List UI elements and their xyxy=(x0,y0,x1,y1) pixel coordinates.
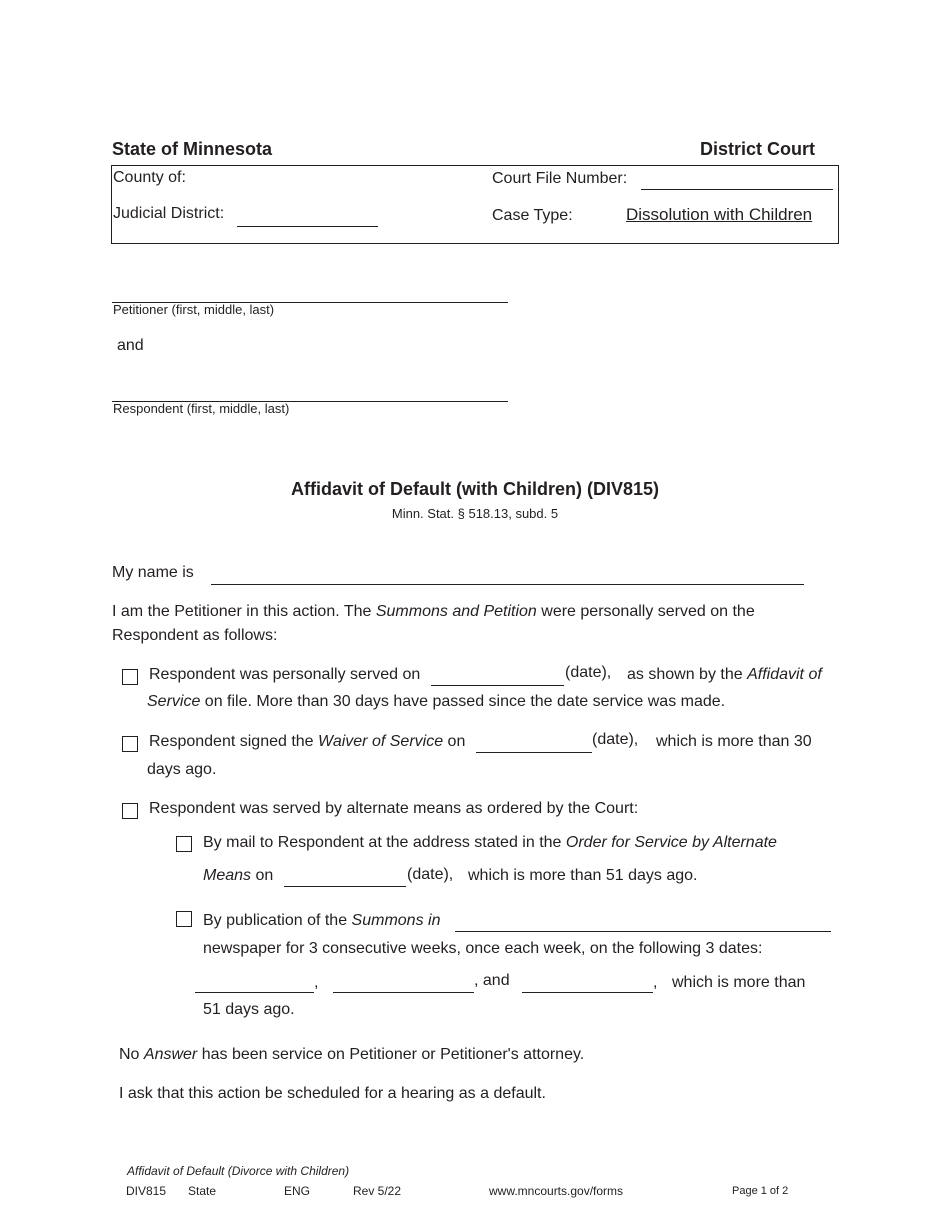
comma-separator: , xyxy=(653,974,658,991)
option-personal-service-text: Respondent was personally served on xyxy=(149,666,421,683)
date-label: (date), xyxy=(407,866,454,883)
date-label: (date), xyxy=(592,731,639,748)
respondent-label: Respondent (first, middle, last) xyxy=(113,401,290,416)
publication-date-2-field[interactable] xyxy=(333,972,474,993)
waiver-checkbox[interactable] xyxy=(122,736,138,752)
publication-date-1-field[interactable] xyxy=(195,972,314,993)
default-hearing-request: I ask that this action be scheduled for a hearing as a default. xyxy=(119,1085,546,1102)
footer-website: www.mncourts.gov/forms xyxy=(489,1184,624,1198)
footer-form-title: Affidavit of Default (Divorce with Children) xyxy=(127,1164,350,1178)
form-title: Affidavit of Default (with Children) (DIV815) xyxy=(290,479,659,499)
option-waiver-text-2: which is more than 30 xyxy=(656,733,812,750)
sub-publication-text-4: 51 days ago. xyxy=(203,1001,295,1018)
sub-mail-text-2: Means on xyxy=(203,867,274,884)
judicial-district-field[interactable] xyxy=(237,206,378,227)
court-file-number-label: Court File Number: xyxy=(492,170,628,187)
county-label: County of: xyxy=(113,169,186,186)
petitioner-name-field[interactable] xyxy=(112,282,508,303)
statute-reference: Minn. Stat. § 518.13, subd. 5 xyxy=(391,506,559,521)
state-heading: State of Minnesota xyxy=(112,139,273,159)
comma-separator: , xyxy=(314,974,319,991)
option-personal-service-text-2: as shown by the Affidavit of xyxy=(627,666,822,683)
intro-line-2: Respondent as follows: xyxy=(112,627,278,644)
affiant-name-field[interactable] xyxy=(211,564,804,585)
option-waiver-text-3: days ago. xyxy=(147,761,217,778)
publication-date-3-field[interactable] xyxy=(522,972,653,993)
footer-form-id: DIV815 xyxy=(126,1184,167,1198)
publication-checkbox[interactable] xyxy=(176,911,192,927)
and-separator: , and xyxy=(474,972,510,989)
sub-mail-text-3: which is more than 51 days ago. xyxy=(468,867,698,884)
case-type-label: Case Type: xyxy=(492,207,573,224)
newspaper-name-field[interactable] xyxy=(455,911,831,932)
alternate-service-checkbox[interactable] xyxy=(122,803,138,819)
sub-publication-text-2: newspaper for 3 consecutive weeks, once each week, on the following 3 dates: xyxy=(203,940,763,957)
personal-service-date-field[interactable] xyxy=(431,665,564,686)
waiver-date-field[interactable] xyxy=(476,732,592,753)
option-waiver-text: Respondent signed the Waiver of Service on xyxy=(149,733,466,750)
footer-jurisdiction: State xyxy=(188,1184,217,1198)
date-label: (date), xyxy=(565,664,612,681)
case-type-value: Dissolution with Children xyxy=(626,205,813,224)
and-text: and xyxy=(117,337,144,354)
sub-publication-text-3: which is more than xyxy=(672,974,806,991)
footer-revision: Rev 5/22 xyxy=(353,1184,402,1198)
judicial-district-label: Judicial District: xyxy=(113,205,225,222)
respondent-name-field[interactable] xyxy=(112,381,508,402)
no-answer-statement: No Answer has been service on Petitioner or Petitioner's attorney. xyxy=(119,1046,585,1063)
footer-page-number: Page 1 of 2 xyxy=(732,1185,789,1197)
sub-mail-text: By mail to Respondent at the address stated in the Order for Service by Alternate xyxy=(203,834,777,851)
my-name-label: My name is xyxy=(112,564,194,581)
petitioner-label: Petitioner (first, middle, last) xyxy=(113,302,275,317)
court-heading: District Court xyxy=(700,139,816,159)
court-file-number-field[interactable] xyxy=(641,169,833,190)
sub-publication-text: By publication of the Summons in xyxy=(203,912,441,929)
footer-language: ENG xyxy=(284,1184,311,1198)
mail-service-checkbox[interactable] xyxy=(176,836,192,852)
intro-line-1: I am the Petitioner in this action. The Summons and Petition were personally served on the xyxy=(112,603,755,620)
personal-service-checkbox[interactable] xyxy=(122,669,138,685)
option-personal-service-text-3: Service on file. More than 30 days have passed since the date service was made. xyxy=(147,693,726,710)
option-alternate-text: Respondent was served by alternate means as ordered by the Court: xyxy=(149,800,639,817)
mail-service-date-field[interactable] xyxy=(284,866,406,887)
